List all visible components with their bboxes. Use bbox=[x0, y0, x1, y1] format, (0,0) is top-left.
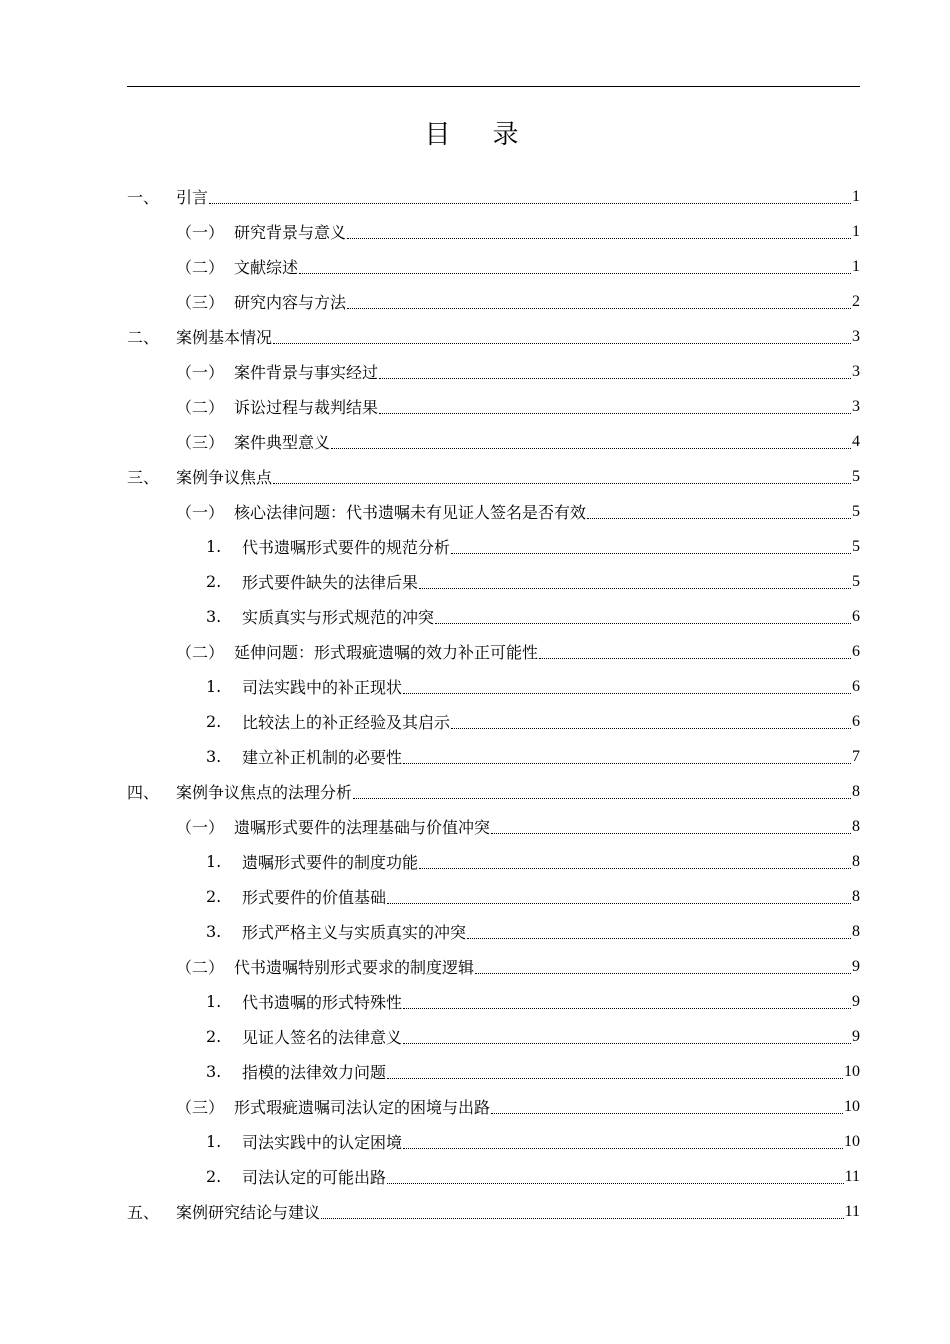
toc-entry-number: 1. bbox=[206, 992, 222, 1011]
toc-entry[interactable] bbox=[127, 494, 860, 529]
toc-entry-page: 6 bbox=[852, 712, 860, 730]
toc-entry-page: 8 bbox=[852, 922, 860, 940]
toc-entry[interactable] bbox=[127, 1019, 860, 1054]
toc-entry-number: 二、 bbox=[127, 328, 160, 347]
toc-leader-dots bbox=[299, 273, 851, 274]
toc-entry-number: （二） bbox=[176, 643, 225, 662]
toc-entry-title: 比较法上的补正经验及其启示 bbox=[242, 713, 451, 732]
toc-leader-dots bbox=[403, 1008, 851, 1009]
toc-entry-number: 三、 bbox=[127, 468, 160, 487]
toc-entry-page: 5 bbox=[852, 537, 860, 555]
toc-leader-dots bbox=[587, 518, 851, 519]
toc-entry-title: 形式要件缺失的法律后果 bbox=[242, 573, 419, 592]
toc-entry[interactable] bbox=[127, 844, 860, 879]
toc-entry[interactable] bbox=[127, 1159, 860, 1194]
toc-entry-page: 5 bbox=[852, 467, 860, 485]
toc-entry-number: （二） bbox=[176, 398, 225, 417]
toc-entry-number: （一） bbox=[176, 818, 225, 837]
toc-entry-page: 5 bbox=[852, 572, 860, 590]
toc-entry[interactable] bbox=[127, 739, 860, 774]
toc-entry-title: 案件典型意义 bbox=[234, 433, 331, 452]
toc-entry-title: 见证人签名的法律意义 bbox=[242, 1028, 403, 1047]
toc-entry[interactable] bbox=[127, 354, 860, 389]
toc-entry-title: 延伸问题：形式瑕疵遗嘱的效力补正可能性 bbox=[234, 643, 539, 662]
toc-entry-number: 3. bbox=[206, 747, 222, 766]
toc-entry-number: （一） bbox=[176, 363, 225, 382]
toc-entry-number: 2. bbox=[206, 1027, 222, 1046]
toc-entry-page: 8 bbox=[852, 887, 860, 905]
toc-entry-title: 引言 bbox=[176, 188, 209, 207]
toc-entry-page: 3 bbox=[852, 327, 860, 345]
toc-entry-title: 案例基本情况 bbox=[176, 328, 273, 347]
toc-entry-number: （一） bbox=[176, 503, 225, 522]
toc-entry-page: 1 bbox=[852, 222, 860, 240]
toc-entry-page: 1 bbox=[852, 187, 860, 205]
toc-entry-title: 指模的法律效力问题 bbox=[242, 1063, 387, 1082]
toc-entry[interactable] bbox=[127, 319, 860, 354]
toc-entry[interactable] bbox=[127, 179, 860, 214]
toc-entry[interactable] bbox=[127, 1089, 860, 1124]
toc-entry[interactable] bbox=[127, 1194, 860, 1229]
toc-entry-page: 7 bbox=[852, 747, 860, 765]
toc-entry-title: 建立补正机制的必要性 bbox=[242, 748, 403, 767]
toc-entry[interactable] bbox=[127, 1054, 860, 1089]
toc-entry-page: 3 bbox=[852, 397, 860, 415]
toc-entry[interactable] bbox=[127, 284, 860, 319]
toc-entry-page: 9 bbox=[852, 1027, 860, 1045]
toc-entry-number: 2. bbox=[206, 712, 222, 731]
toc-leader-dots bbox=[353, 798, 851, 799]
toc-entry-number: （二） bbox=[176, 258, 225, 277]
toc-entry[interactable] bbox=[127, 1124, 860, 1159]
toc-leader-dots bbox=[475, 973, 851, 974]
toc-entry-page: 4 bbox=[852, 432, 860, 450]
toc-entry-title: 实质真实与形式规范的冲突 bbox=[242, 608, 435, 627]
toc-entry-number: （三） bbox=[176, 433, 225, 452]
toc-leader-dots bbox=[403, 763, 851, 764]
toc-entry[interactable] bbox=[127, 529, 860, 564]
toc-leader-dots bbox=[347, 238, 851, 239]
toc-leader-dots bbox=[387, 903, 851, 904]
toc-leader-dots bbox=[273, 483, 851, 484]
toc-entry-title: 遗嘱形式要件的法理基础与价值冲突 bbox=[234, 818, 491, 837]
toc-entry-page: 8 bbox=[852, 852, 860, 870]
toc-entry-title: 司法认定的可能出路 bbox=[242, 1168, 387, 1187]
toc-entry-title: 研究背景与意义 bbox=[234, 223, 347, 242]
toc-entry-number: 一、 bbox=[127, 188, 160, 207]
toc-entry-title: 案例争议焦点的法理分析 bbox=[176, 783, 353, 802]
toc-leader-dots bbox=[209, 203, 851, 204]
toc-leader-dots bbox=[419, 868, 851, 869]
toc-entry-page: 2 bbox=[852, 292, 860, 310]
toc-entry-page: 8 bbox=[852, 817, 860, 835]
toc-entry[interactable] bbox=[127, 914, 860, 949]
toc-entry-title: 案件背景与事实经过 bbox=[234, 363, 379, 382]
toc-entry-page: 10 bbox=[844, 1062, 860, 1080]
toc-entry-page: 6 bbox=[852, 607, 860, 625]
toc-entry-page: 10 bbox=[844, 1097, 860, 1115]
toc-leader-dots bbox=[467, 938, 851, 939]
toc-entry-number: 1. bbox=[206, 537, 222, 556]
toc-leader-dots bbox=[419, 588, 851, 589]
toc-entry-number: （二） bbox=[176, 958, 225, 977]
toc-entry-title: 代书遗嘱的形式特殊性 bbox=[242, 993, 403, 1012]
toc-entry[interactable] bbox=[127, 459, 860, 494]
toc-leader-dots bbox=[387, 1078, 843, 1079]
toc-entry-title: 形式瑕疵遗嘱司法认定的困境与出路 bbox=[234, 1098, 491, 1117]
toc-entry[interactable] bbox=[127, 879, 860, 914]
toc-entry-number: （三） bbox=[176, 293, 225, 312]
toc-leader-dots bbox=[331, 448, 851, 449]
toc-entry-page: 6 bbox=[852, 677, 860, 695]
toc-entry[interactable] bbox=[127, 249, 860, 284]
toc-entry-page: 11 bbox=[844, 1167, 860, 1185]
toc-entry-number: （一） bbox=[176, 223, 225, 242]
toc-entry-page: 1 bbox=[852, 257, 860, 275]
toc-entry[interactable] bbox=[127, 809, 860, 844]
toc-entry-page: 9 bbox=[852, 992, 860, 1010]
toc-leader-dots bbox=[273, 343, 851, 344]
page-title: 目录 bbox=[424, 120, 561, 150]
toc-entry-page: 5 bbox=[852, 502, 860, 520]
toc-entry-number: 3. bbox=[206, 922, 222, 941]
toc-leader-dots bbox=[379, 378, 851, 379]
toc-entry-title: 遗嘱形式要件的制度功能 bbox=[242, 853, 419, 872]
toc-entry-number: 1. bbox=[206, 677, 222, 696]
toc-entry[interactable] bbox=[127, 984, 860, 1019]
toc-leader-dots bbox=[435, 623, 851, 624]
toc-entry-number: 五、 bbox=[127, 1203, 160, 1222]
toc-entry-number: 2. bbox=[206, 1167, 222, 1186]
toc-entry-title: 研究内容与方法 bbox=[234, 293, 347, 312]
toc-entry-page: 8 bbox=[852, 782, 860, 800]
toc-entry[interactable] bbox=[127, 389, 860, 424]
toc-entry-number: 3. bbox=[206, 607, 222, 626]
toc-entry-page: 11 bbox=[844, 1202, 860, 1220]
toc-entry[interactable] bbox=[127, 599, 860, 634]
table-of-contents bbox=[127, 179, 860, 1229]
toc-leader-dots bbox=[403, 1148, 843, 1149]
toc-leader-dots bbox=[451, 728, 851, 729]
toc-leader-dots bbox=[491, 1113, 843, 1114]
toc-entry-title: 代书遗嘱特别形式要求的制度逻辑 bbox=[234, 958, 475, 977]
toc-entry-number: 1. bbox=[206, 852, 222, 871]
toc-entry-title: 案例研究结论与建议 bbox=[176, 1203, 321, 1222]
toc-entry-title: 形式要件的价值基础 bbox=[242, 888, 387, 907]
toc-leader-dots bbox=[387, 1183, 844, 1184]
header-rule bbox=[127, 86, 860, 87]
toc-entry[interactable] bbox=[127, 214, 860, 249]
toc-entry[interactable] bbox=[127, 564, 860, 599]
toc-leader-dots bbox=[539, 658, 851, 659]
toc-entry[interactable] bbox=[127, 424, 860, 459]
toc-entry[interactable] bbox=[127, 949, 860, 984]
toc-leader-dots bbox=[403, 1043, 851, 1044]
toc-entry[interactable] bbox=[127, 704, 860, 739]
toc-entry[interactable] bbox=[127, 634, 860, 669]
toc-entry-title: 文献综述 bbox=[234, 258, 299, 277]
toc-leader-dots bbox=[347, 308, 851, 309]
toc-entry-page: 9 bbox=[852, 957, 860, 975]
toc-entry-number: 2. bbox=[206, 572, 222, 591]
toc-entry-title: 诉讼过程与裁判结果 bbox=[234, 398, 379, 417]
toc-entry-title: 核心法律问题：代书遗嘱未有见证人签名是否有效 bbox=[234, 503, 587, 522]
toc-entry-page: 10 bbox=[844, 1132, 860, 1150]
toc-leader-dots bbox=[379, 413, 851, 414]
toc-entry-title: 司法实践中的认定困境 bbox=[242, 1133, 403, 1152]
toc-entry-number: 2. bbox=[206, 887, 222, 906]
toc-leader-dots bbox=[321, 1218, 844, 1219]
toc-leader-dots bbox=[451, 553, 851, 554]
toc-entry[interactable] bbox=[127, 669, 860, 704]
toc-entry-number: 1. bbox=[206, 1132, 222, 1151]
toc-entry-title: 代书遗嘱形式要件的规范分析 bbox=[242, 538, 451, 557]
toc-entry-number: 四、 bbox=[127, 783, 160, 802]
toc-entry[interactable] bbox=[127, 774, 860, 809]
toc-entry-number: （三） bbox=[176, 1098, 225, 1117]
toc-entry-title: 形式严格主义与实质真实的冲突 bbox=[242, 923, 467, 942]
toc-entry-number: 3. bbox=[206, 1062, 222, 1081]
toc-entry-page: 6 bbox=[852, 642, 860, 660]
toc-entry-page: 3 bbox=[852, 362, 860, 380]
toc-entry-title: 司法实践中的补正现状 bbox=[242, 678, 403, 697]
toc-leader-dots bbox=[403, 693, 851, 694]
toc-leader-dots bbox=[491, 833, 851, 834]
toc-entry-title: 案例争议焦点 bbox=[176, 468, 273, 487]
